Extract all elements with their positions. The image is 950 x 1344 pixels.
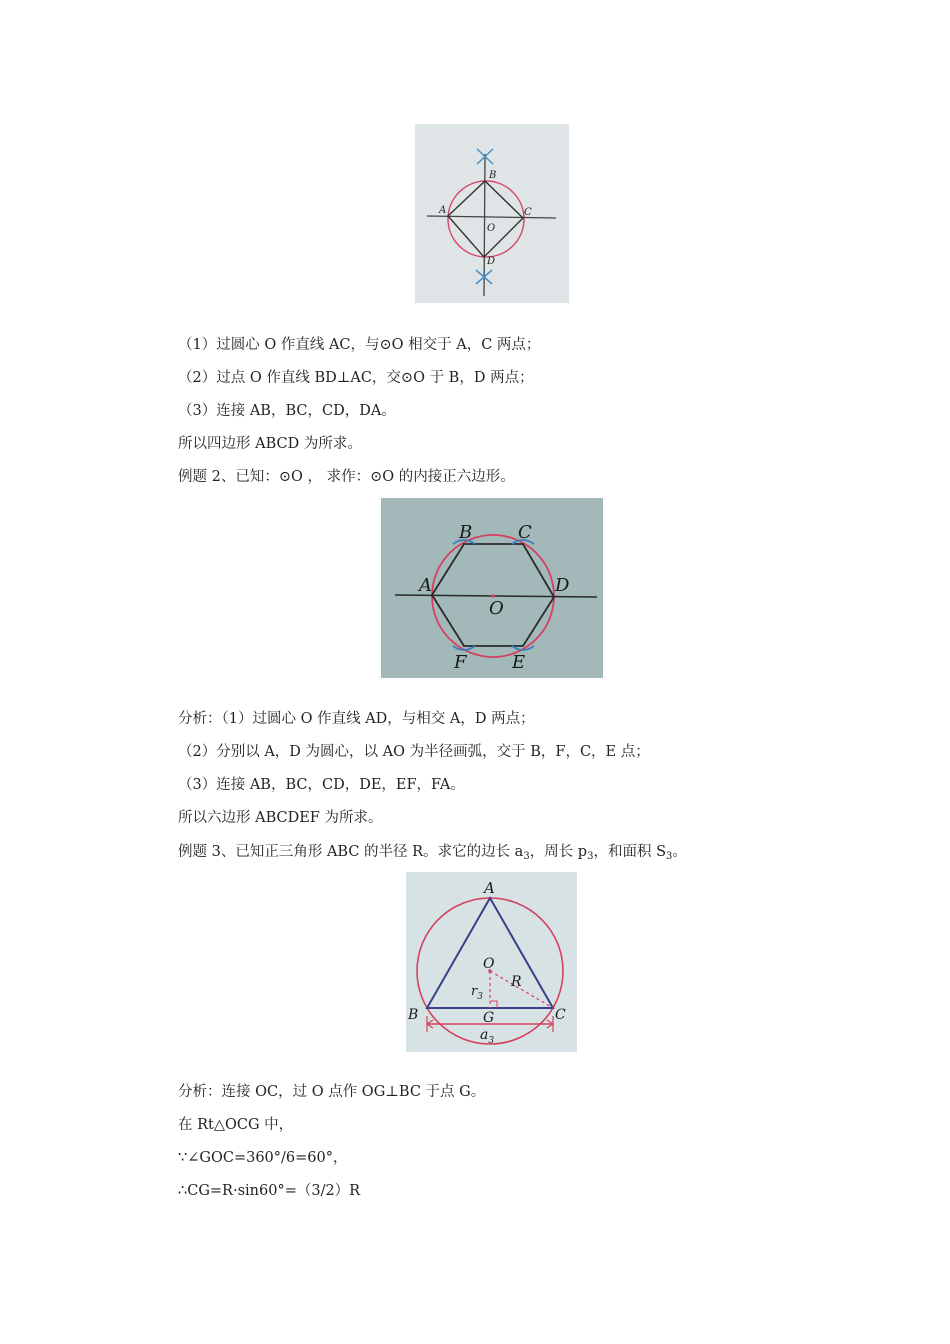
text-line-10-sub-2: 3: [587, 851, 594, 862]
figure-inscribed-square: [415, 124, 569, 303]
fig2-label-f: F: [454, 652, 467, 673]
fig3-label-r: R: [511, 974, 522, 990]
fig2-label-c: C: [518, 522, 532, 543]
text-line-8: （3）连接 AB，BC，CD，DE，EF，FA。: [178, 777, 465, 793]
figure-equilateral-triangle: [406, 872, 577, 1052]
fig3-label-a3: $a_3$: [480, 1027, 495, 1046]
fig1-label-o: O: [487, 223, 496, 234]
fig1-label-c: C: [524, 207, 532, 218]
text-line-5: 例题 2、已知：⊙O ， 求作：⊙O 的内接正六边形。: [178, 469, 515, 485]
text-line-10-part-b: ，周长 p: [529, 844, 588, 860]
text-line-9: 所以六边形 ABCDEF 为所求。: [178, 810, 383, 826]
fig3-label-g: G: [483, 1010, 495, 1026]
text-line-10-sub-3: 3: [666, 851, 673, 862]
fig2-label-o: O: [489, 598, 504, 619]
fig3-label-c: C: [555, 1007, 566, 1023]
text-line-1: （1）过圆心 O 作直线 AC，与⊙O 相交于 A，C 两点；: [178, 337, 541, 353]
fig3-label-b: B: [408, 1007, 419, 1023]
text-line-10-part-a: 例题 3、已知正三角形 ABC 的半径 R。求它的边长 a: [178, 844, 524, 860]
text-line-3: （3）连接 AB，BC，CD，DA。: [178, 403, 396, 419]
text-line-10: [178, 842, 687, 867]
fig3-label-a: A: [484, 879, 495, 897]
fig2-label-a: A: [419, 575, 432, 596]
text-line-6: 分析：（1）过圆心 O 作直线 AD，与相交 A，D 两点；: [178, 711, 535, 727]
fig1-label-a: A: [439, 205, 447, 216]
text-line-7: （2）分别以 A，D 为圆心，以 AO 为半径画弧，交于 B，F，C，E 点；: [178, 744, 650, 760]
text-line-14: ∴CG=R·sin60°=（3/2）R: [178, 1183, 361, 1199]
fig3-label-r3: $r_3$: [471, 984, 483, 1002]
fig2-label-b: B: [459, 522, 473, 543]
fig1-label-d: D: [487, 256, 496, 267]
fig1-label-b: B: [489, 170, 497, 181]
fig2-label-e: E: [512, 652, 526, 673]
text-line-10-sub-1: 3: [523, 851, 530, 862]
figure-inscribed-hexagon: [381, 498, 603, 678]
text-line-10-part-c: ，和面积 S: [593, 844, 667, 860]
fig3-label-o: O: [483, 956, 495, 972]
text-line-13: ∵∠GOC=360°/6=60°，: [178, 1150, 348, 1166]
text-line-12: 在 Rt△OCG 中，: [178, 1117, 294, 1133]
text-line-10-part-d: 。: [672, 844, 687, 860]
text-line-4: 所以四边形 ABCD 为所求。: [178, 436, 362, 452]
text-line-2: （2）过点 O 作直线 BD⊥AC，交⊙O 于 B，D 两点；: [178, 370, 534, 386]
fig2-label-d: D: [555, 575, 570, 596]
text-line-11: 分析：连接 OC，过 O 点作 OG⊥BC 于点 G。: [178, 1084, 486, 1100]
